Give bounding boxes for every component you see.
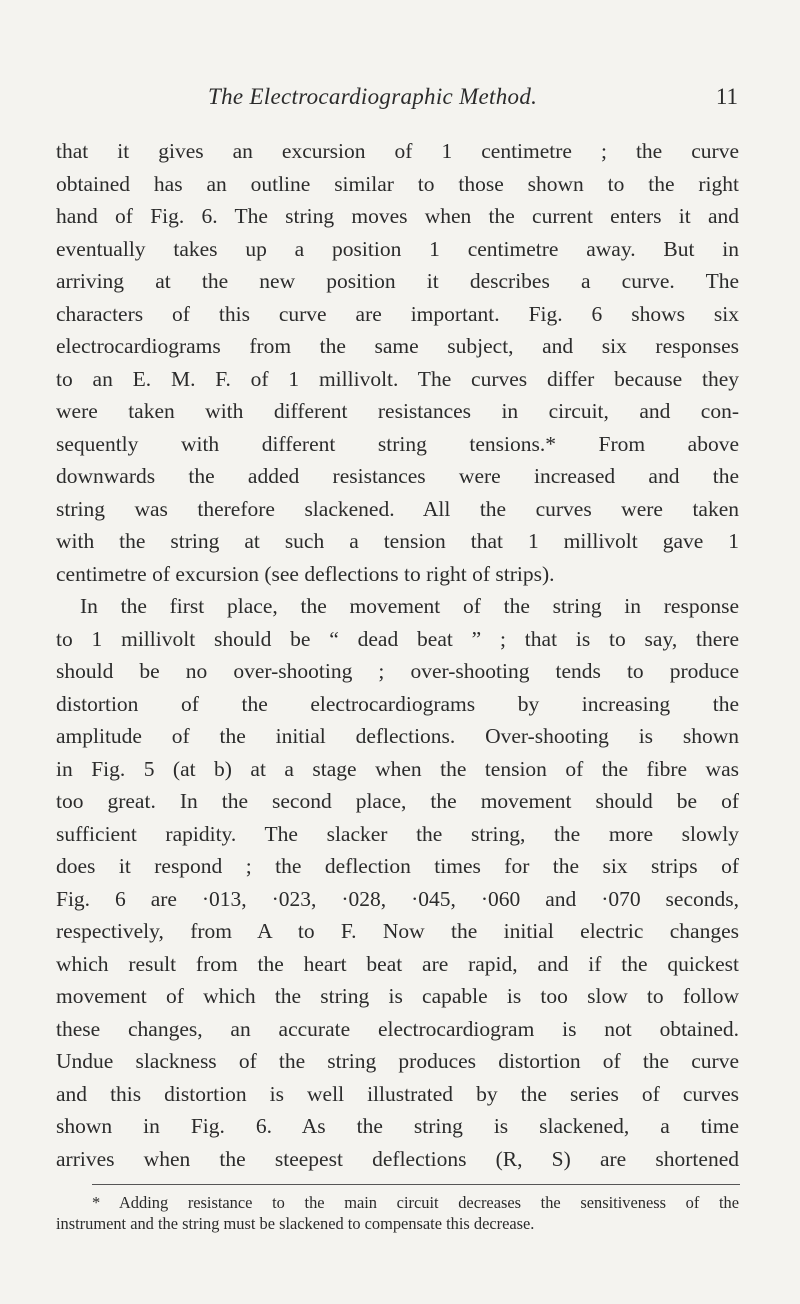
- text-line: sequently with different string tensions.* From above: [56, 431, 739, 456]
- footnote-rule: [92, 1184, 740, 1185]
- text-line: these changes, an accurate electrocardiogram is not obtained.: [56, 1016, 739, 1041]
- text-line: should be no over-shooting ; over-shooting tends to produce: [56, 659, 739, 683]
- text-line: which result from the heart beat are rapid, and if the quickest: [56, 951, 739, 976]
- text-line: obtained has an outline similar to those shown to the right: [56, 171, 739, 196]
- footnote: [56, 1192, 739, 1234]
- text-line: eventually takes up a position 1 centimetre away. But in: [56, 236, 739, 261]
- text-line: respectively, from A to F. Now the initial electric changes: [56, 919, 739, 943]
- text-line: arrives when the steepest deflections (R, S) are shortened: [56, 1146, 739, 1171]
- text-line: hand of Fig. 6. The string moves when the current enters it and: [56, 204, 739, 228]
- text-line: electrocardiograms from the same subject, and six responses: [56, 334, 739, 358]
- text-line: to an E. M. F. of 1 millivolt. The curves differ because they: [56, 366, 739, 391]
- text-line: string was therefore slackened. All the curves were taken: [56, 496, 739, 521]
- text-line: too great. In the second place, the movement should be of: [56, 789, 739, 813]
- text-line: Fig. 6 are ·013, ·023, ·028, ·045, ·060 and ·070 seconds,: [56, 886, 739, 911]
- text-line: to 1 millivolt should be “ dead beat ” ; that is to say, there: [56, 626, 739, 651]
- text-line: amplitude of the initial deflections. Over-shooting is shown: [56, 724, 739, 748]
- body-text: [56, 135, 739, 1175]
- paragraph-first-line: In the first place, the movement of the string in response: [80, 594, 739, 618]
- text-line: were taken with different resistances in circuit, and con-: [56, 399, 739, 423]
- footnote-line: * Adding resistance to the main circuit decreases the sensitiveness of the: [92, 1193, 739, 1212]
- footnote-line: instrument and the string must be slackened to compensate this decrease.: [56, 1214, 535, 1233]
- text-line: centimetre of excursion (see deflections to right of strips).: [56, 561, 555, 586]
- text-line: distortion of the electrocardiograms by increasing the: [56, 691, 739, 716]
- text-line: and this distortion is well illustrated by the series of curves: [56, 1081, 739, 1106]
- text-line: downwards the added resistances were increased and the: [56, 464, 739, 488]
- text-line: sufficient rapidity. The slacker the string, the more slowly: [56, 821, 739, 846]
- text-line: shown in Fig. 6. As the string is slackened, a time: [56, 1114, 739, 1138]
- text-line: Undue slackness of the string produces distortion of the curve: [56, 1049, 739, 1073]
- text-line: with the string at such a tension that 1 millivolt gave 1: [56, 529, 739, 553]
- page-number: 11: [715, 84, 738, 109]
- text-line: that it gives an excursion of 1 centimetre ; the curve: [56, 139, 739, 163]
- running-title: The Electrocardiographic Method.: [208, 84, 538, 109]
- running-head: [208, 84, 738, 114]
- text-line: movement of which the string is capable is too slow to follow: [56, 984, 739, 1008]
- text-line: in Fig. 5 (at b) at a stage when the tension of the fibre was: [56, 756, 739, 781]
- text-line: arriving at the new position it describes a curve. The: [56, 269, 739, 293]
- text-line: characters of this curve are important. Fig. 6 shows six: [56, 301, 739, 326]
- text-line: does it respond ; the deflection times for the six strips of: [56, 854, 739, 878]
